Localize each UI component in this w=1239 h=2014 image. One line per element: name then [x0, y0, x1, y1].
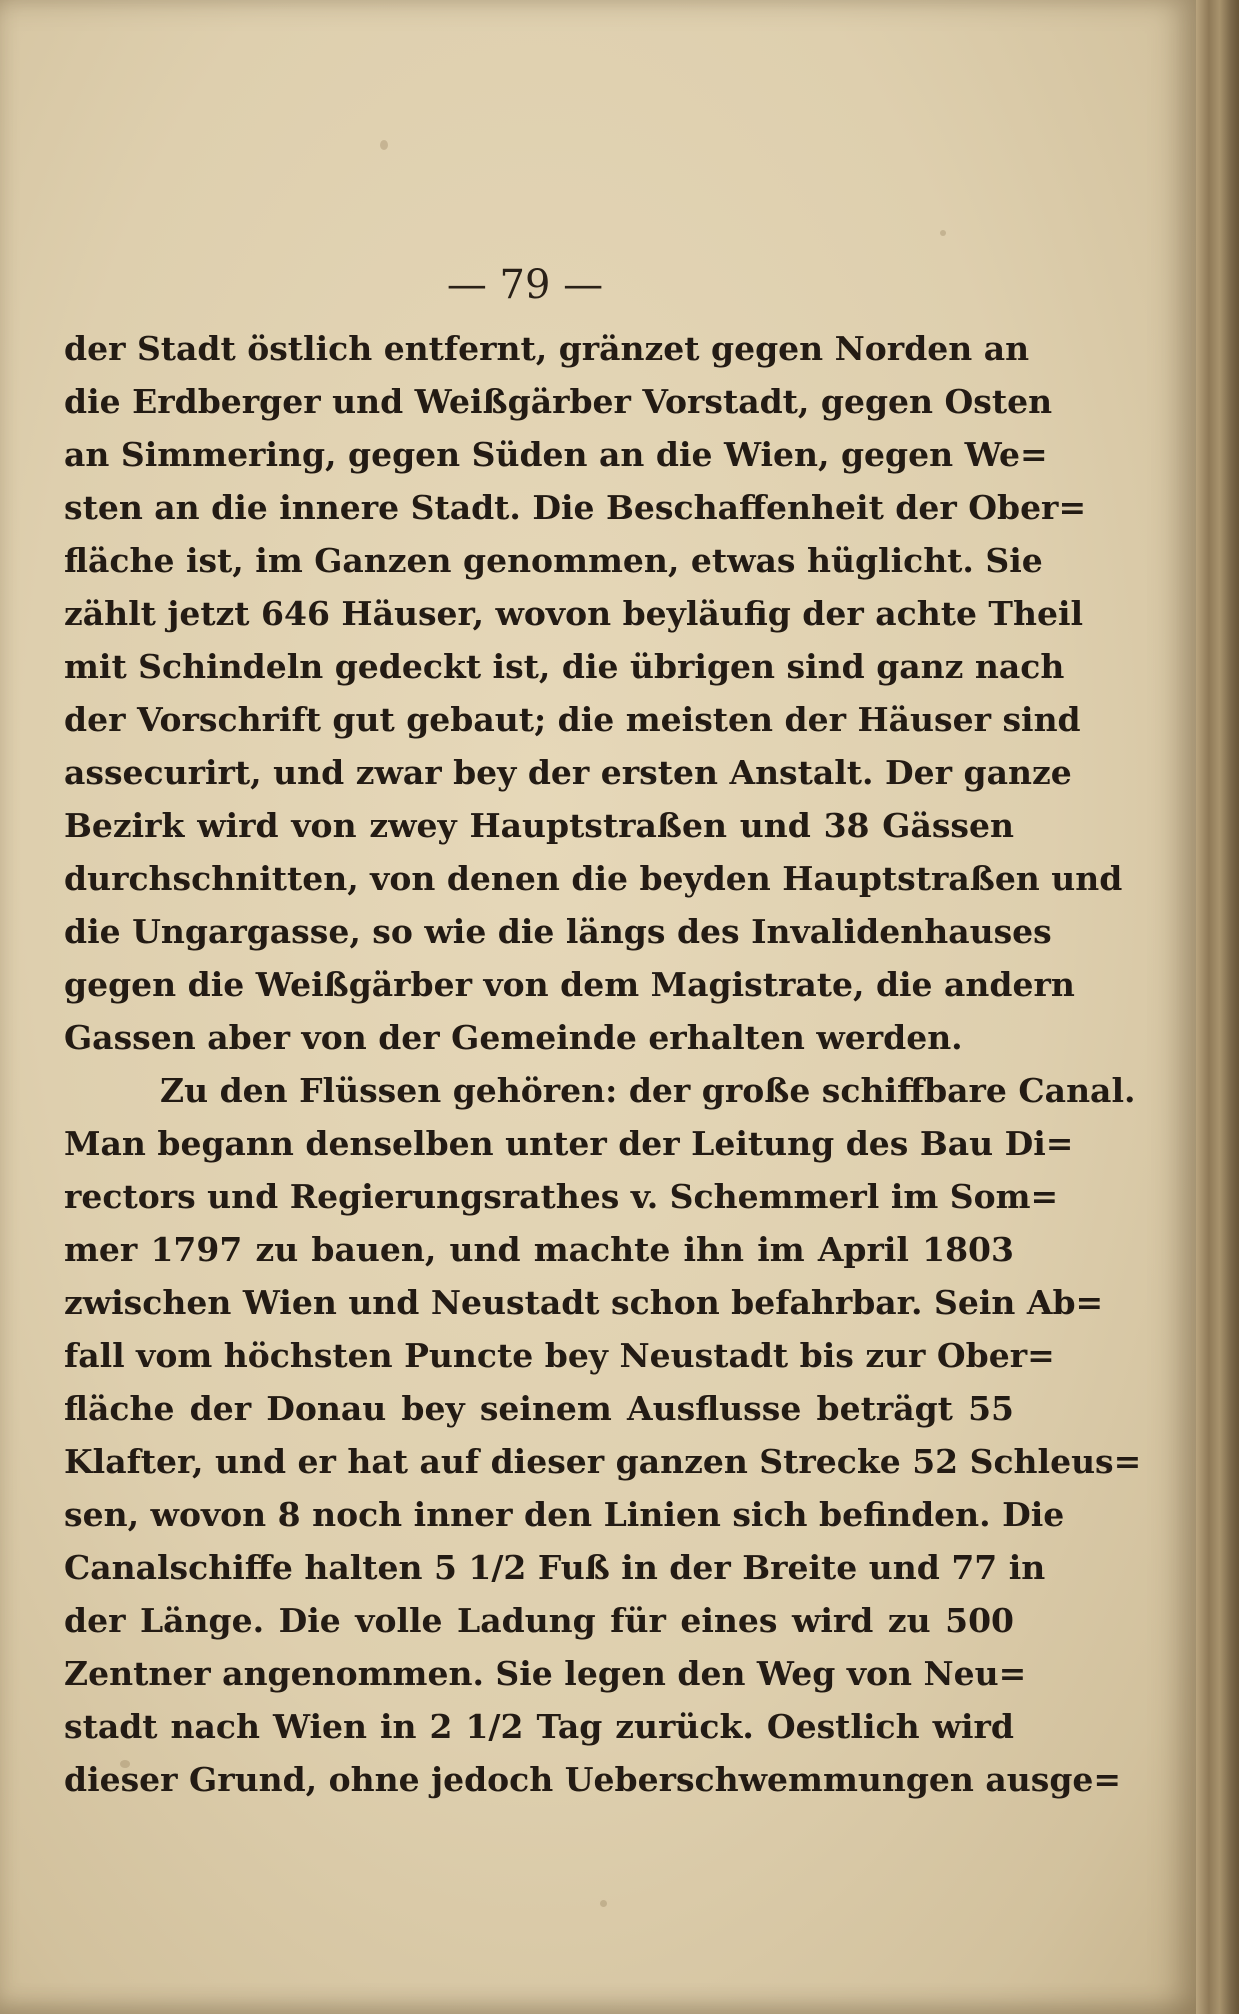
text-line: die Erdberger und Weißgärber Vorstadt, gegen Osten — [64, 382, 1053, 421]
text-line: sen, wovon 8 noch inner den Linien sich befinden. Die — [64, 1495, 1065, 1534]
paper-speck — [600, 1900, 607, 1907]
text-line: der Vorschrift gut gebaut; die meisten der Häuser sind — [64, 700, 1081, 739]
text-line: Gassen aber von der Gemeinde erhalten werden. — [64, 1018, 963, 1057]
text-line: stadt nach Wien in 2 1/2 Tag zurück. Oestlich wird — [64, 1707, 1014, 1746]
text-line: zwischen Wien und Neustadt schon befahrbar. Sein Ab= — [64, 1283, 1104, 1322]
text-line: Zentner angenommen. Sie legen den Weg von Neu= — [64, 1654, 1027, 1693]
text-line: die Ungargasse, so wie die längs des Invalidenhauses — [64, 912, 1052, 951]
text-line: durchschnitten, von denen die beyden Hauptstraßen und — [64, 859, 1123, 898]
text-line: fall vom höchsten Puncte bey Neustadt bis zur Ober= — [64, 1336, 1055, 1375]
text-line: Bezirk wird von zwey Hauptstraßen und 38 Gässen — [64, 806, 1014, 845]
text-line-paragraph-start: Zu den Flüssen gehören: der große schiffbare Canal. — [160, 1071, 1136, 1110]
text-line: fläche ist, im Ganzen genommen, etwas hüglicht. Sie — [64, 541, 1043, 580]
text-line: der Stadt östlich entfernt, gränzet gegen Norden an — [64, 329, 1030, 368]
text-line: dieser Grund, ohne jedoch Ueberschwemmungen ausge= — [64, 1760, 1122, 1799]
text-line: Klafter, und er hat auf dieser ganzen Strecke 52 Schleus= — [64, 1442, 1142, 1481]
text-line: fläche der Donau bey seinem Ausflusse beträgt 55 — [64, 1389, 1014, 1428]
book-page-edge — [1196, 0, 1239, 2014]
text-line: mer 1797 zu bauen, und machte ihn im April 1803 — [64, 1230, 1014, 1269]
text-line: zählt jetzt 646 Häuser, wovon beyläufig der achte Theil — [64, 594, 1084, 633]
paper-speck — [380, 140, 388, 150]
paper-speck — [940, 230, 946, 236]
text-line: assecurirt, und zwar bey der ersten Anstalt. Der ganze — [64, 753, 1072, 792]
text-line: sten an die innere Stadt. Die Beschaffenheit der Ober= — [64, 488, 1087, 527]
text-line: der Länge. Die volle Ladung für eines wird zu 500 — [64, 1601, 1014, 1640]
page-number: — 79 — — [446, 262, 604, 308]
text-line: mit Schindeln gedeckt ist, die übrigen sind ganz nach — [64, 647, 1065, 686]
text-line: gegen die Weißgärber von dem Magistrate, die andern — [64, 965, 1075, 1004]
text-line: an Simmering, gegen Süden an die Wien, gegen We= — [64, 435, 1048, 474]
body-text — [64, 322, 1142, 1806]
text-line: Man begann denselben unter der Leitung des Bau Di= — [64, 1124, 1074, 1163]
text-line: rectors und Regierungsrathes v. Schemmerl im Som= — [64, 1177, 1059, 1216]
text-line: Canalschiffe halten 5 1/2 Fuß in der Breite und 77 in — [64, 1548, 1046, 1587]
